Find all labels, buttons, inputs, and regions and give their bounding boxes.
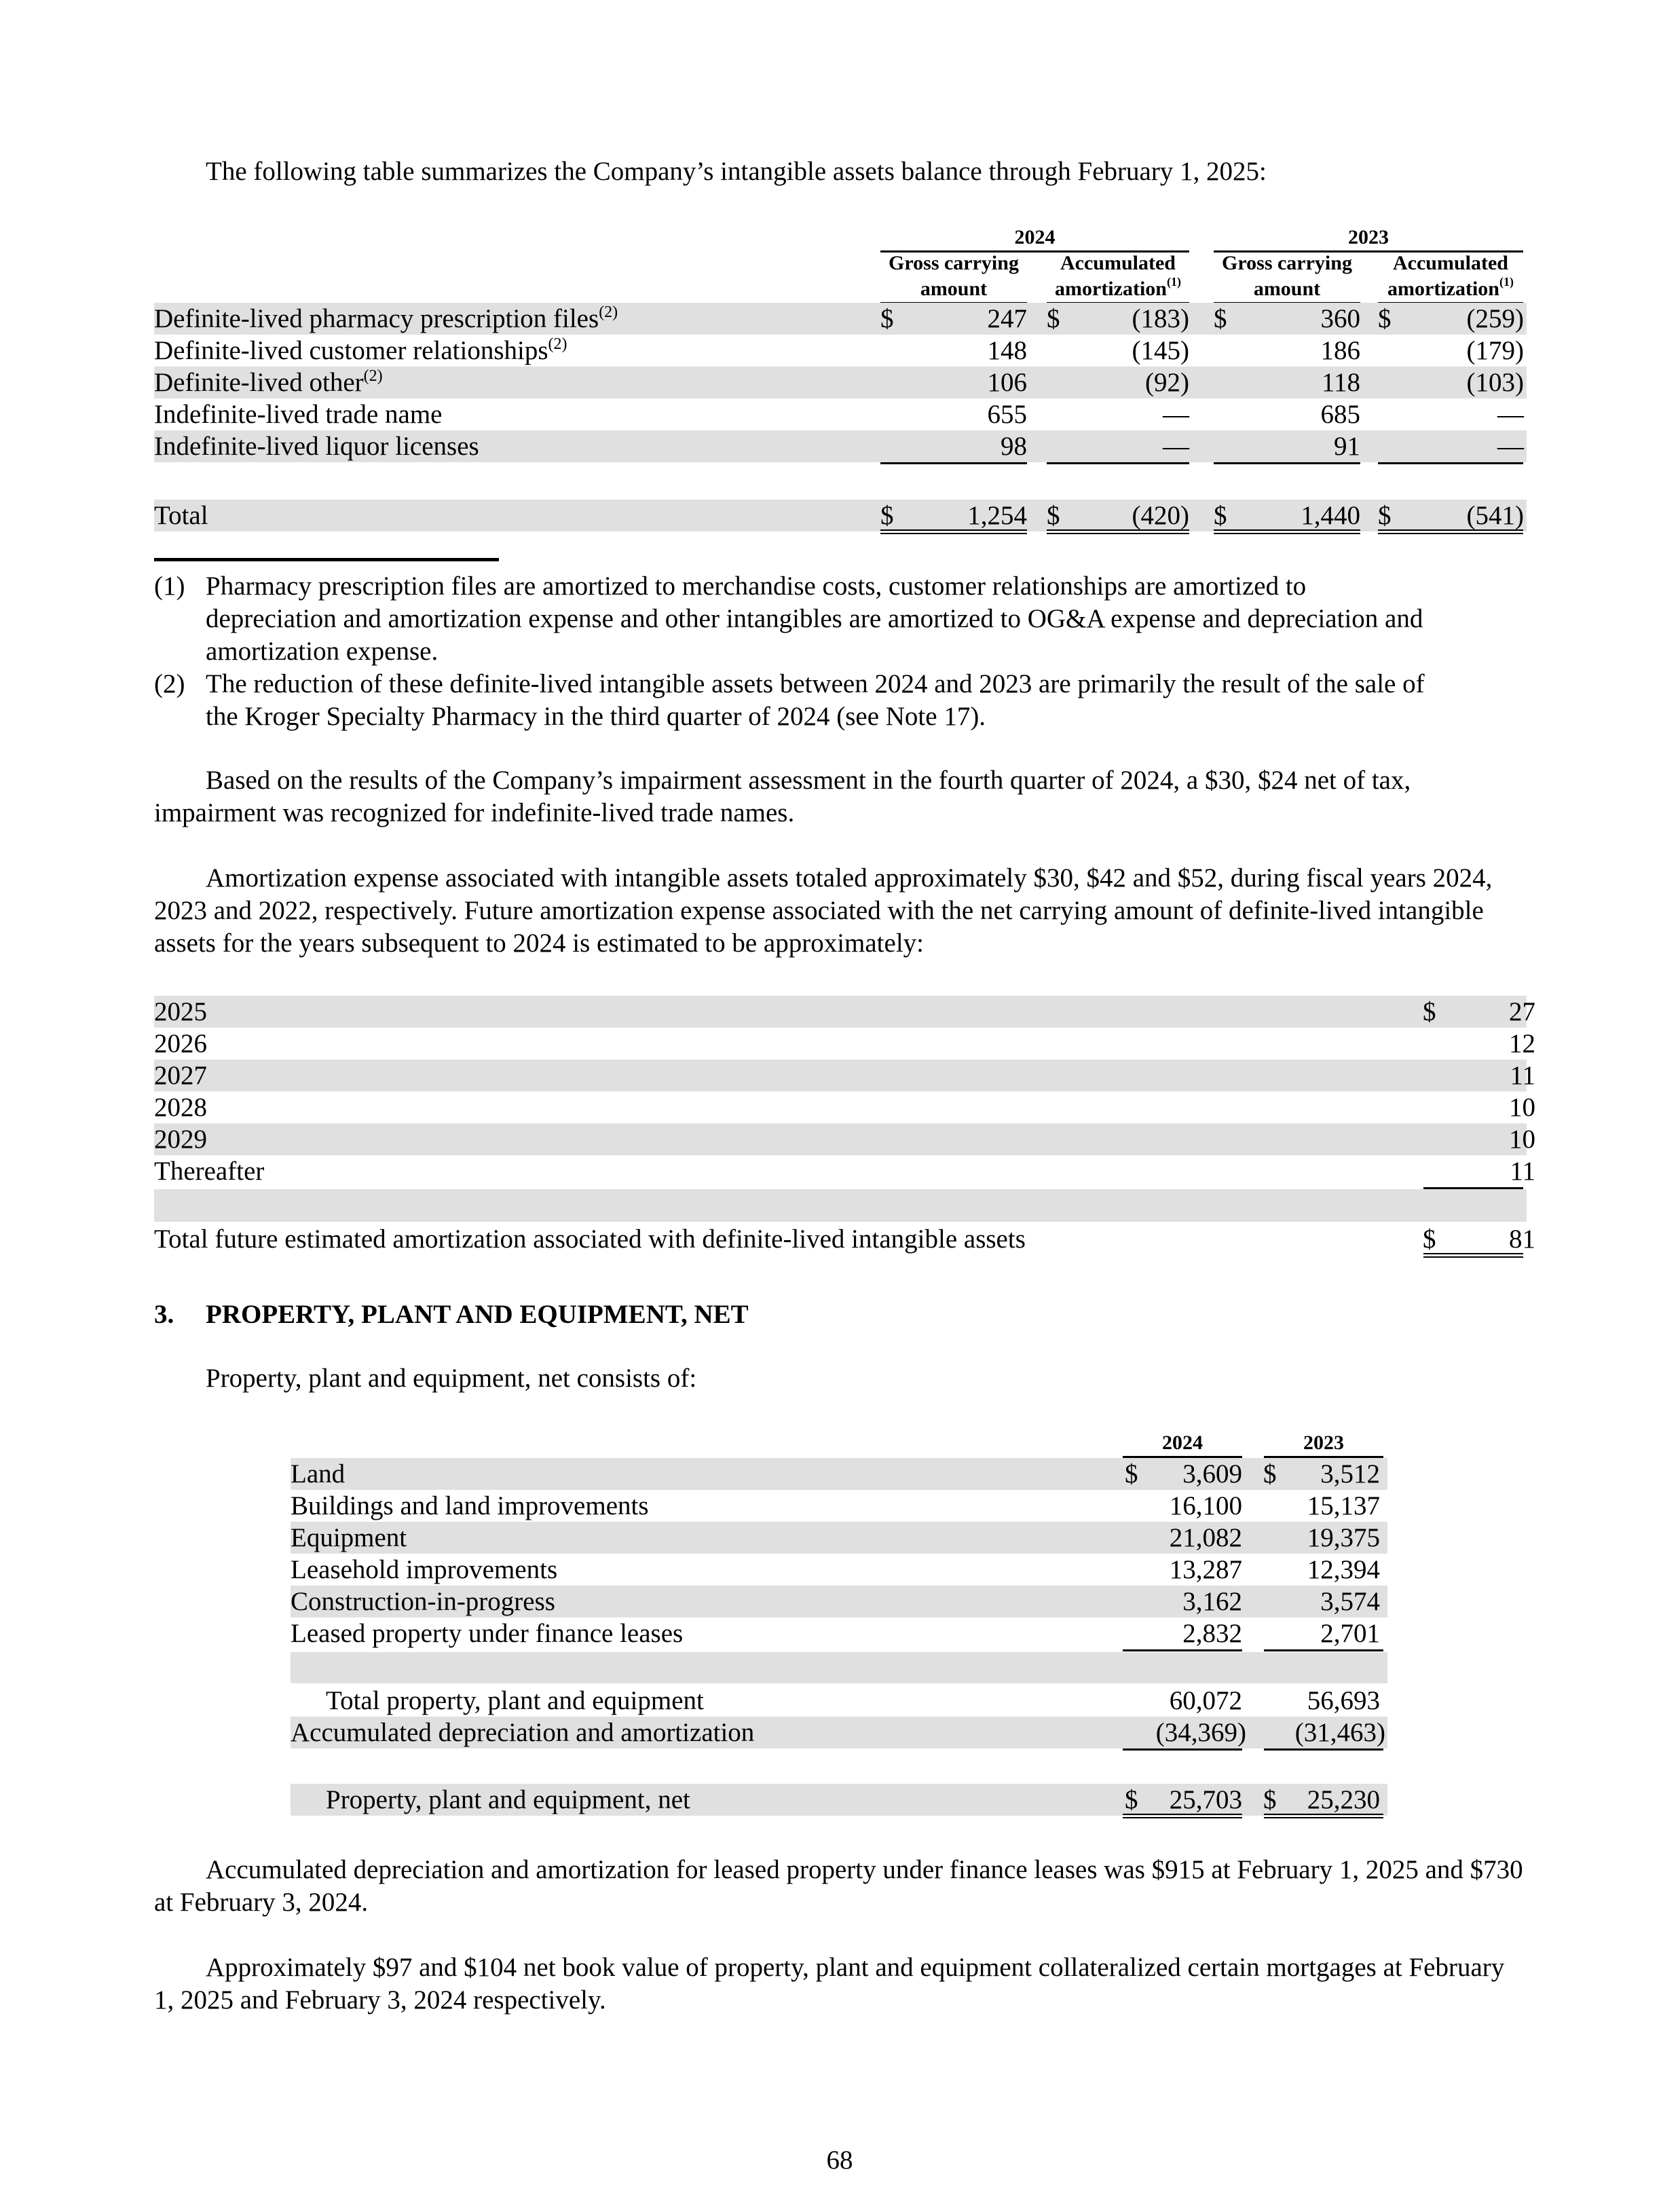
- double-rule: [1123, 1814, 1242, 1818]
- value-2024: 13,287: [1169, 1555, 1242, 1584]
- mortgages-paragraph: Approximately $97 and $104 net book value of property, plant and equipment collateralized certain mortgages at February 1, 2025 and February 3, 2024 respectively.: [154, 1953, 1505, 2015]
- gross-2024-value: 148: [987, 336, 1027, 365]
- value-2024: (34,369): [1155, 1718, 1246, 1747]
- gross-2024-value: 98: [1001, 432, 1027, 461]
- year-header-2024: 2024: [1123, 1430, 1242, 1458]
- section-number: 3.: [154, 1300, 174, 1329]
- year-label: Thereafter: [154, 1157, 265, 1186]
- table-row: [154, 1091, 1535, 1123]
- total-accum-2024: (420): [1132, 501, 1189, 530]
- footnote-number: (2): [154, 669, 185, 698]
- footnote-1: [154, 570, 1532, 668]
- currency-symbol: $: [880, 304, 894, 333]
- row-label: [154, 303, 618, 335]
- value-2024: 21,082: [1169, 1523, 1242, 1552]
- table-row: [154, 303, 1527, 335]
- spacer-row: [154, 1189, 1527, 1222]
- value-2024: 25,703: [1169, 1785, 1242, 1814]
- section-title: PROPERTY, PLANT AND EQUIPMENT, NET: [206, 1300, 749, 1329]
- footnote-line: amortization expense.: [206, 637, 438, 666]
- footnote-line: The reduction of these definite-lived intangible assets between 2024 and 2023 are primarily the result of the sale of: [206, 669, 1425, 698]
- gross-2023-value: 118: [1321, 368, 1360, 397]
- rule: [1047, 462, 1189, 464]
- gross-2023-value: 91: [1334, 432, 1360, 461]
- currency-symbol: $: [1214, 304, 1227, 333]
- gross-2024-value: 247: [987, 304, 1027, 333]
- year-label: 2029: [154, 1125, 207, 1154]
- finance-leases-paragraph: Accumulated depreciation and amortization for leased property under finance leases was $915 at February 1, 2025 and $730 at February 3, 2024.: [154, 1855, 1523, 1917]
- currency-symbol: $: [1125, 1459, 1138, 1489]
- double-rule: [1214, 529, 1360, 534]
- gross-2024-value: 655: [987, 400, 1027, 429]
- table-total-row: [291, 1784, 1387, 1816]
- col-gross-line2: amount: [1253, 278, 1321, 300]
- table-row: [154, 1155, 1535, 1187]
- row-label: Total property, plant and equipment: [326, 1686, 704, 1715]
- gross-2023-value: 360: [1320, 304, 1360, 333]
- footnote-number: (1): [154, 572, 185, 601]
- row-label: Construction-in-progress: [291, 1587, 555, 1616]
- col-accum-line2-text: amortization: [1387, 278, 1499, 300]
- section-heading: [154, 1298, 749, 1331]
- currency-symbol: $: [880, 501, 894, 530]
- footnote-text: [206, 570, 1423, 668]
- value-2023: 3,512: [1320, 1459, 1380, 1489]
- total-gross-2023: 1,440: [1301, 501, 1360, 530]
- total-gross-2024: 1,254: [967, 501, 1027, 530]
- row-label: [154, 398, 442, 430]
- double-rule: [1264, 1814, 1383, 1818]
- accum-2024-value: —: [1163, 432, 1189, 461]
- row-label: Accumulated depreciation and amortization: [291, 1718, 755, 1747]
- footnote-line: Pharmacy prescription files are amortized to merchandise costs, customer relationships are amortized to: [206, 572, 1307, 601]
- footnote-line: the Kroger Specialty Pharmacy in the third quarter of 2024 (see Note 17).: [206, 702, 986, 731]
- col-accum-line2: [1378, 276, 1523, 302]
- year-label: 2027: [154, 1061, 207, 1090]
- table-row: [291, 1522, 1387, 1554]
- row-label-text: Definite-lived customer relationships: [154, 336, 548, 365]
- table-row: [154, 1028, 1535, 1060]
- footnote-ref: (2): [363, 367, 383, 385]
- year-header-2024: 2024: [880, 225, 1189, 252]
- value-2023: 3,574: [1320, 1587, 1380, 1616]
- col-accum-2023: [1378, 250, 1523, 304]
- table-row: [154, 398, 1527, 430]
- row-label-text: Indefinite-lived trade name: [154, 400, 443, 429]
- currency-symbol: $: [1125, 1785, 1138, 1814]
- rule: [1264, 1748, 1383, 1751]
- amount-value: 10: [1509, 1125, 1535, 1154]
- col-accum-2024: [1047, 250, 1189, 304]
- value-2023: 56,693: [1307, 1686, 1380, 1715]
- row-label: [154, 367, 383, 398]
- currency-symbol: $: [1214, 501, 1227, 530]
- gross-2023-value: 186: [1320, 336, 1360, 365]
- currency-symbol: $: [1423, 1224, 1436, 1254]
- amount-value: 27: [1509, 997, 1535, 1026]
- table-row: [291, 1617, 1387, 1649]
- row-label: Buildings and land improvements: [291, 1491, 649, 1520]
- spacer-row: [291, 1652, 1387, 1683]
- table-row: [291, 1490, 1387, 1522]
- accum-2023-value: (179): [1466, 336, 1524, 365]
- total-label: Total: [154, 501, 208, 530]
- total-label: Total future estimated amortization associated with definite-lived intangible assets: [154, 1224, 1026, 1254]
- value-2023: 12,394: [1307, 1555, 1380, 1584]
- year-label: 2028: [154, 1093, 207, 1122]
- rule: [1264, 1649, 1383, 1651]
- double-rule: [1423, 1253, 1523, 1258]
- col-gross-line2: amount: [920, 278, 988, 300]
- amount-value: 11: [1510, 1157, 1535, 1186]
- amount-value: 12: [1509, 1029, 1535, 1058]
- intangibles-intro: The following table summarizes the Company’s intangible assets balance through February 1, 2025:: [206, 157, 1267, 186]
- currency-symbol: $: [1378, 304, 1392, 333]
- value-2024: 3,162: [1182, 1587, 1242, 1616]
- footnote-ref: (1): [1166, 275, 1181, 288]
- amortization-paragraph: Amortization expense associated with intangible assets totaled approximately $30, $42 and $52, during fiscal years 2024, 2023 and 2022, respectively. Future amortization expense associated with the net carrying amount of definite-lived intangible assets for the years subsequent to 2024 is estimated to be approximately:: [154, 863, 1493, 958]
- double-rule: [880, 529, 1027, 534]
- row-label: Equipment: [291, 1523, 407, 1552]
- accum-2024-value: (145): [1132, 336, 1189, 365]
- row-label: Land: [291, 1459, 346, 1489]
- value-2024: 2,832: [1182, 1619, 1242, 1648]
- row-label-text: Definite-lived pharmacy prescription files: [154, 304, 599, 333]
- value-2023: 2,701: [1320, 1619, 1380, 1648]
- col-gross-2023: [1214, 250, 1360, 304]
- accum-2023-value: (103): [1466, 368, 1524, 397]
- gross-2023-value: 685: [1320, 400, 1360, 429]
- footnote-ref: (1): [1499, 275, 1514, 288]
- table-row: [291, 1586, 1387, 1617]
- table-total-row: [154, 1223, 1535, 1255]
- impairment-paragraph: Based on the results of the Company’s impairment assessment in the fourth quarter of 2024, a $30, $24 net of tax, impairment was recognized for indefinite-lived trade names.: [154, 766, 1411, 827]
- value-2023: 25,230: [1307, 1785, 1380, 1814]
- currency-symbol: $: [1047, 501, 1060, 530]
- table-row: [291, 1458, 1387, 1490]
- row-label: [154, 430, 479, 462]
- table-row: [291, 1554, 1387, 1586]
- row-label: Property, plant and equipment, net: [326, 1785, 690, 1814]
- year-label: 2025: [154, 997, 207, 1026]
- currency-symbol: $: [1263, 1459, 1277, 1489]
- total-value: 81: [1509, 1224, 1535, 1254]
- row-label: Leased property under finance leases: [291, 1619, 684, 1648]
- col-gross-line1: Gross carrying: [1222, 252, 1352, 274]
- col-gross-2024: [880, 250, 1027, 304]
- value-2024: 3,609: [1182, 1459, 1242, 1489]
- table-row: [154, 1060, 1535, 1091]
- table-total-row: [154, 500, 1527, 531]
- page-number: 68: [826, 2146, 853, 2175]
- footnote-2: [154, 668, 1532, 733]
- col-accum-line1: Accumulated: [1060, 252, 1176, 274]
- total-accum-2023: (541): [1466, 501, 1524, 530]
- amount-value: 10: [1509, 1093, 1535, 1122]
- row-label: [154, 335, 567, 367]
- currency-symbol: $: [1378, 501, 1392, 530]
- row-label: Leasehold improvements: [291, 1555, 558, 1584]
- accum-2023-value: (259): [1466, 304, 1524, 333]
- footnote-separator: [154, 558, 499, 561]
- col-gross-line1: Gross carrying: [889, 252, 1019, 274]
- value-2023: 19,375: [1307, 1523, 1380, 1552]
- year-header-2023: 2023: [1214, 225, 1523, 252]
- rule: [1378, 462, 1523, 464]
- double-rule: [1378, 529, 1523, 534]
- accum-2023-value: —: [1497, 432, 1524, 461]
- year-label: 2026: [154, 1029, 207, 1058]
- row-label-text: Indefinite-lived liquor licenses: [154, 432, 479, 461]
- gross-2024-value: 106: [987, 368, 1027, 397]
- table-row: [154, 367, 1527, 398]
- double-rule: [1047, 529, 1189, 534]
- col-accum-line2: [1047, 276, 1189, 302]
- col-accum-line1: Accumulated: [1393, 252, 1508, 274]
- rule: [880, 462, 1027, 464]
- table-row: [154, 335, 1527, 367]
- accum-2024-value: —: [1163, 400, 1189, 429]
- table-subtotal-row: [291, 1685, 1387, 1717]
- value-2024: 60,072: [1169, 1686, 1242, 1715]
- rule: [1214, 462, 1360, 464]
- footnote-line: depreciation and amortization expense and other intangibles are amortized to OG&A expense and depreciation and: [206, 604, 1423, 633]
- table-row: [154, 996, 1535, 1028]
- currency-symbol: $: [1263, 1785, 1277, 1814]
- year-header-2023: 2023: [1264, 1430, 1383, 1458]
- table-row: [291, 1717, 1387, 1748]
- section-intro: Property, plant and equipment, net consists of:: [206, 1364, 697, 1393]
- currency-symbol: $: [1423, 997, 1436, 1026]
- accum-2024-value: (183): [1132, 304, 1189, 333]
- value-2024: 16,100: [1169, 1491, 1242, 1520]
- accum-2024-value: (92): [1145, 368, 1189, 397]
- footnote-ref: (2): [599, 303, 618, 321]
- table-row: [154, 1123, 1535, 1155]
- amount-value: 11: [1510, 1061, 1535, 1090]
- footnote-text: [206, 668, 1425, 733]
- footnote-ref: (2): [548, 335, 567, 353]
- rule: [1123, 1649, 1242, 1651]
- col-accum-line2-text: amortization: [1055, 278, 1167, 300]
- accum-2023-value: —: [1497, 400, 1524, 429]
- currency-symbol: $: [1047, 304, 1060, 333]
- row-label-text: Definite-lived other: [154, 368, 364, 397]
- value-2023: 15,137: [1307, 1491, 1380, 1520]
- rule: [1123, 1748, 1242, 1751]
- value-2023: (31,463): [1294, 1718, 1385, 1747]
- table-row: [154, 430, 1527, 462]
